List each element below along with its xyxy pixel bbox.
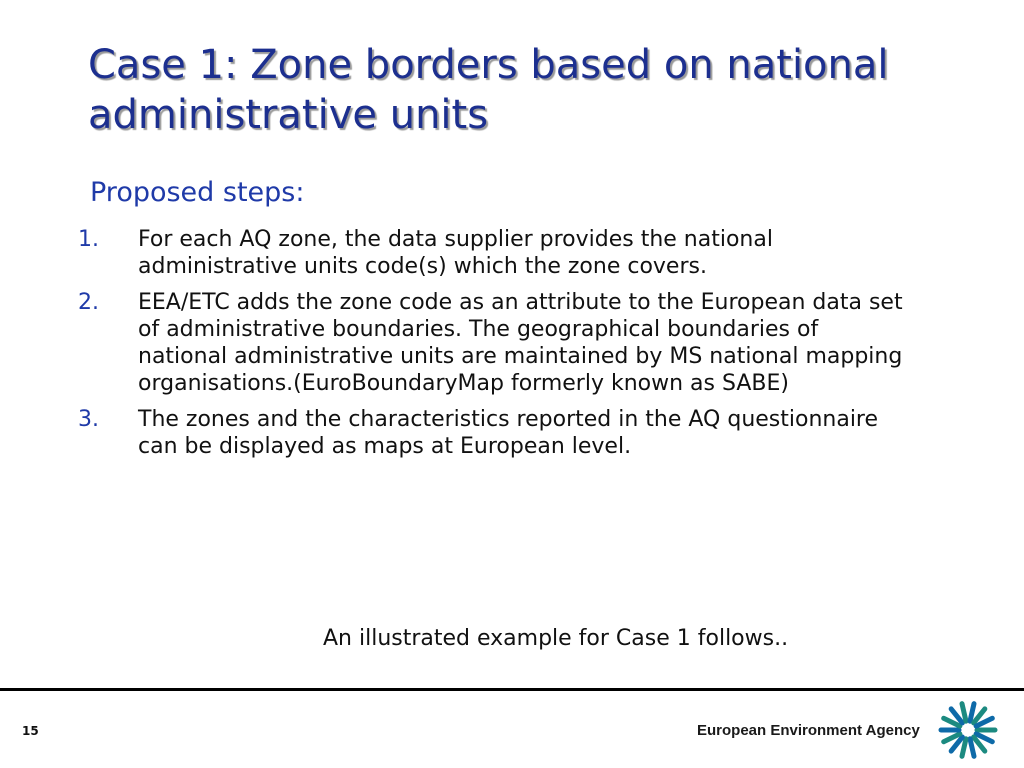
step-item xyxy=(0,289,1000,397)
follow-up-note: An illustrated example for Case 1 follows.. xyxy=(323,626,789,651)
step-item xyxy=(0,406,1000,460)
eea-logo-icon xyxy=(932,698,1002,762)
logo-center xyxy=(962,724,974,736)
logo-ray xyxy=(962,739,966,757)
slide-subtitle: Proposed steps: xyxy=(90,177,305,208)
slide-title: Case 1: Zone borders based on national administrative units xyxy=(88,42,889,138)
step-text: The zones and the characteristics reported in the AQ questionnaire can be displayed as maps at European level. xyxy=(138,407,879,459)
footer-divider xyxy=(0,688,1024,691)
step-number: 3. xyxy=(78,407,99,432)
logo-ray xyxy=(970,704,974,722)
step-text: EEA/ETC adds the zone code as an attribute to the European data set of administrative boundaries. The geographical boundaries of national administrative units are maintained by MS national mapping organisations.(EuroBoundaryMap formerly known as SABE) xyxy=(138,290,903,396)
step-number: 2. xyxy=(78,290,99,315)
steps-list xyxy=(0,226,1000,469)
step-text: For each AQ zone, the data supplier provides the national administrative units code(s) which the zone covers. xyxy=(138,227,773,279)
logo-ray xyxy=(962,704,966,722)
step-item xyxy=(0,226,1000,280)
agency-name: European Environment Agency xyxy=(697,722,920,739)
step-number: 1. xyxy=(78,227,99,252)
logo-ray xyxy=(970,739,974,757)
page-number: 15 xyxy=(22,724,39,738)
